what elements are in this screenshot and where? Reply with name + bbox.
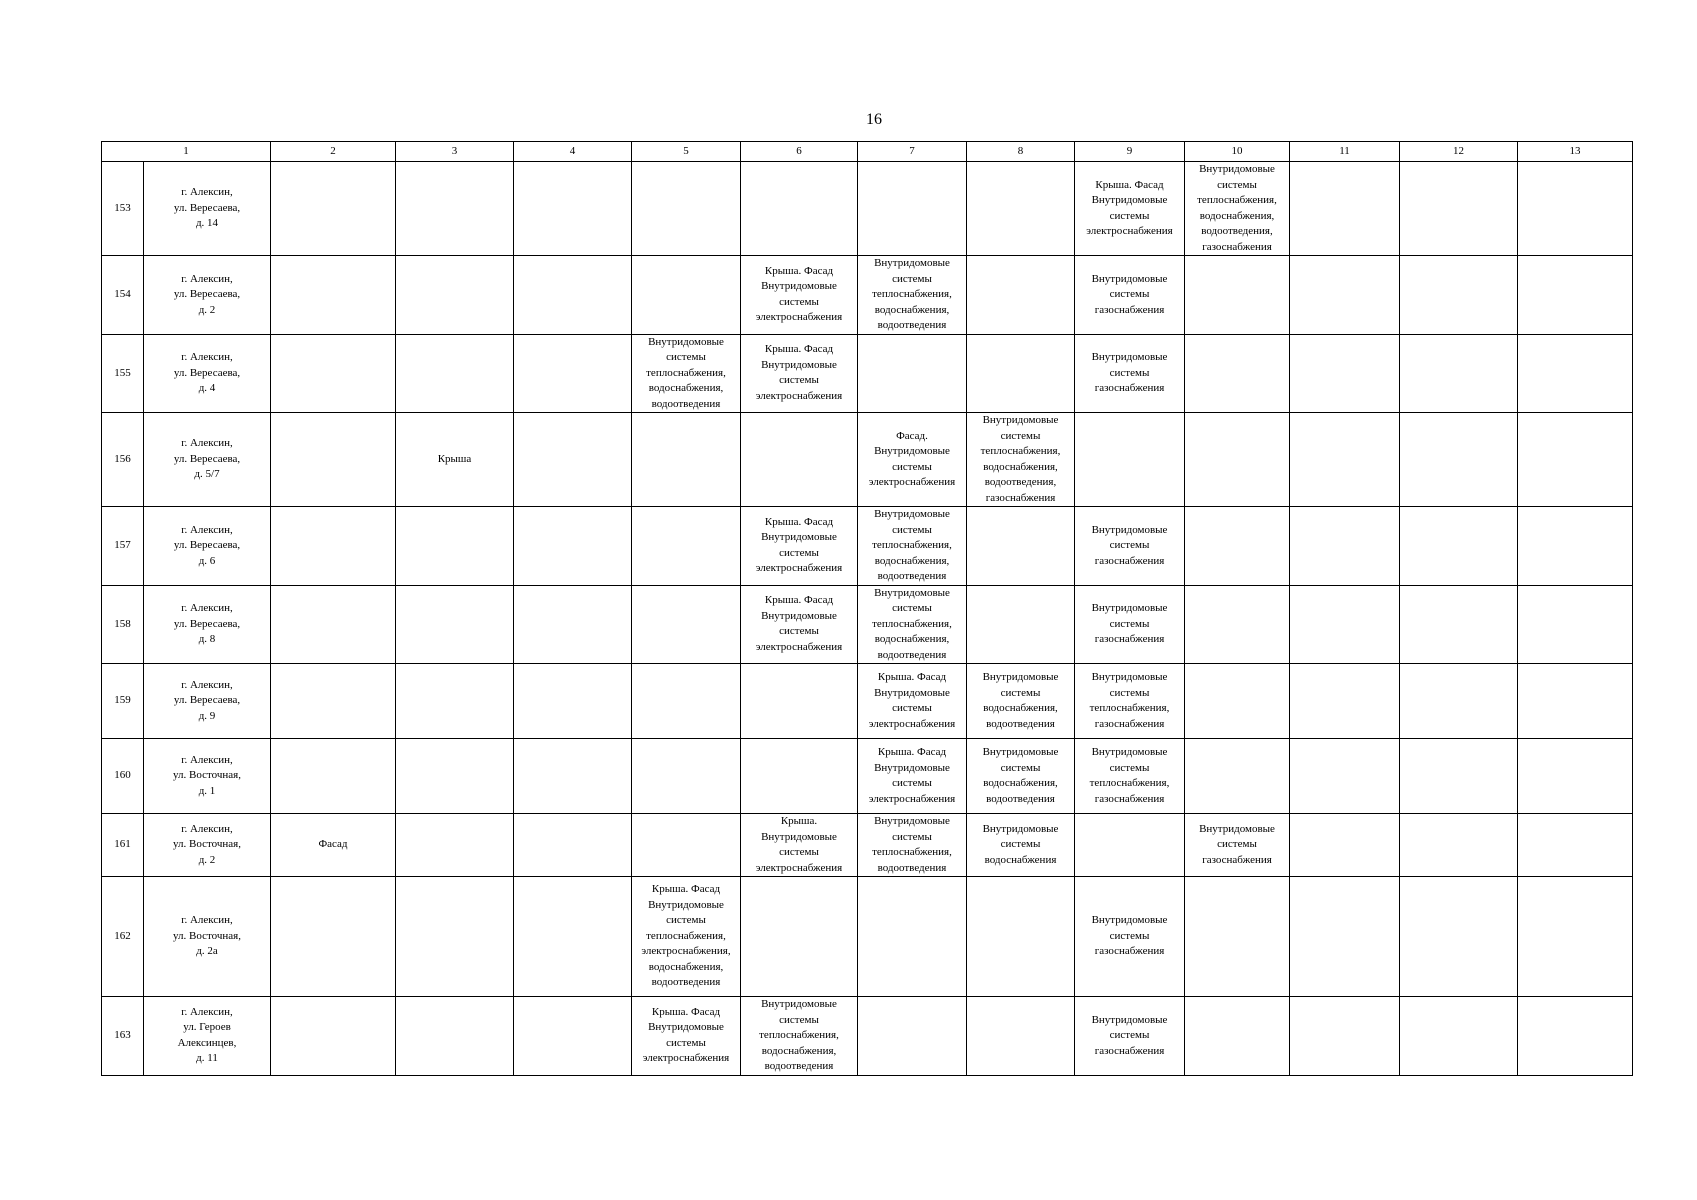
table-cell <box>1185 162 1290 256</box>
table-cell <box>271 334 396 413</box>
table-cell <box>514 814 632 877</box>
cell-text: Крыша. Фасад Внутридомовые системы электроснабжения <box>642 1005 730 1065</box>
header-cell: 9 <box>1075 142 1185 162</box>
table-cell <box>271 162 396 256</box>
table-cell <box>967 664 1075 739</box>
cell-text: Крыша. Фасад Внутридомовые системы электроснабжения <box>755 264 843 324</box>
table-cell <box>271 997 396 1076</box>
cell-text: Крыша. Фасад Внутридомовые системы электроснабжения <box>868 671 956 730</box>
table-cell <box>858 877 967 997</box>
table-cell <box>1185 334 1290 413</box>
address-cell <box>144 413 271 507</box>
cell-text: Внутридомовые системы газоснабжения <box>1091 523 1168 567</box>
row-number: 156 <box>102 413 144 507</box>
address-cell <box>144 664 271 739</box>
header-cell: 10 <box>1185 142 1290 162</box>
header-cell: 2 <box>271 142 396 162</box>
table-cell <box>967 256 1075 335</box>
cell-text: Внутридомовые системы теплоснабжения, газоснабжения <box>1089 746 1170 805</box>
table-cell <box>741 162 858 256</box>
cell-text: Крыша. Фасад Внутридомовые системы электроснабжения <box>1086 178 1173 237</box>
address-text: г. Алексин, ул. Вересаева, д. 8 <box>173 602 241 645</box>
table-row <box>102 162 1633 256</box>
address-text: г. Алексин, ул. Вересаева, д. 5/7 <box>173 437 241 481</box>
table-cell <box>1400 413 1518 507</box>
table-cell <box>1075 256 1185 335</box>
table-cell <box>514 997 632 1076</box>
header-cell: 11 <box>1290 142 1400 162</box>
table-cell <box>396 507 514 586</box>
row-number: 157 <box>102 507 144 586</box>
table-cell <box>967 162 1075 256</box>
table-cell <box>632 664 741 739</box>
address-cell <box>144 507 271 586</box>
table-cell <box>858 997 967 1076</box>
cell-text: Внутридомовые системы теплоснабжения, газоснабжения <box>1089 671 1170 730</box>
table-cell <box>1185 256 1290 335</box>
table-cell <box>1290 739 1400 814</box>
address-cell <box>144 739 271 814</box>
table-cell <box>741 334 858 413</box>
table-cell <box>396 413 514 507</box>
table-cell <box>1518 814 1633 877</box>
cell-text: Внутридомовые системы газоснабжения <box>1091 272 1168 316</box>
address-cell <box>144 334 271 413</box>
cell-text: Внутридомовые системы теплоснабжения, водоотведения <box>872 815 952 874</box>
table-cell <box>1400 585 1518 664</box>
row-number: 162 <box>102 877 144 997</box>
cell-text: Крыша. Фасад Внутридомовые системы теплоснабжения, электроснабжения, водоснабжения, водоотведения <box>641 883 731 989</box>
cell-text: Внутридомовые системы теплоснабжения, водоснабжения, водоотведения <box>759 998 839 1072</box>
row-number: 163 <box>102 997 144 1076</box>
table-cell <box>514 334 632 413</box>
table-row <box>102 664 1633 739</box>
table-cell <box>632 334 741 413</box>
cell-text: Крыша. Фасад Внутридомовые системы электроснабжения <box>755 343 843 402</box>
table-cell <box>967 997 1075 1076</box>
table-cell <box>396 997 514 1076</box>
table-cell <box>858 739 967 814</box>
table-cell <box>1518 256 1633 335</box>
table-cell <box>271 664 396 739</box>
table-cell <box>1185 507 1290 586</box>
table-cell <box>1400 877 1518 997</box>
table-cell <box>1518 739 1633 814</box>
cell-text: Внутридомовые системы теплоснабжения, водоснабжения, водоотведения <box>872 508 952 582</box>
table-cell <box>271 256 396 335</box>
table-cell <box>1400 739 1518 814</box>
table-cell <box>1075 162 1185 256</box>
table-cell <box>1518 162 1633 256</box>
table-cell <box>1185 739 1290 814</box>
table-cell <box>632 507 741 586</box>
header-cell: 4 <box>514 142 632 162</box>
cell-text: Крыша. Фасад Внутридомовые системы электроснабжения <box>755 515 843 575</box>
table-cell <box>967 814 1075 877</box>
row-number: 154 <box>102 256 144 335</box>
table-cell <box>396 664 514 739</box>
address-text: г. Алексин, ул. Восточная, д. 2 <box>173 822 241 866</box>
row-number: 155 <box>102 334 144 413</box>
table-cell <box>741 256 858 335</box>
table-cell <box>741 664 858 739</box>
table-row <box>102 997 1633 1076</box>
header-cell: 3 <box>396 142 514 162</box>
cell-text: Внутридомовые системы водоснабжения <box>982 822 1059 866</box>
table-cell <box>741 507 858 586</box>
table-cell <box>1400 256 1518 335</box>
table-cell <box>514 256 632 335</box>
table-cell <box>632 162 741 256</box>
table-cell <box>1185 413 1290 507</box>
table-cell <box>632 997 741 1076</box>
table-cell <box>858 162 967 256</box>
table-cell <box>271 585 396 664</box>
cell-text: Внутридомовые системы газоснабжения <box>1091 1013 1168 1057</box>
cell-text: Внутридомовые системы теплоснабжения, водоснабжения, водоотведения, газоснабжения <box>980 414 1061 504</box>
table-cell <box>1290 997 1400 1076</box>
table-cell <box>858 256 967 335</box>
table-cell <box>1185 997 1290 1076</box>
table-row <box>102 739 1633 814</box>
table-cell <box>1075 585 1185 664</box>
table-cell <box>514 413 632 507</box>
table-cell <box>1400 334 1518 413</box>
table-cell <box>1400 507 1518 586</box>
table-cell <box>1075 507 1185 586</box>
cell-text: Крыша. Фасад Внутридомовые системы электроснабжения <box>868 746 956 805</box>
address-text: г. Алексин, ул. Вересаева, д. 4 <box>173 351 241 394</box>
table-cell <box>741 585 858 664</box>
header-row <box>102 142 1633 162</box>
table-row <box>102 814 1633 877</box>
table-cell <box>396 739 514 814</box>
table-cell <box>858 664 967 739</box>
table-cell <box>1290 507 1400 586</box>
row-number: 160 <box>102 739 144 814</box>
table-cell <box>1518 507 1633 586</box>
table-cell <box>741 997 858 1076</box>
header-cell: 6 <box>741 142 858 162</box>
table-cell <box>1185 814 1290 877</box>
table-cell <box>632 413 741 507</box>
table-cell <box>396 585 514 664</box>
table-cell <box>1518 997 1633 1076</box>
table-cell <box>1290 162 1400 256</box>
cell-text: Фасад. Внутридомовые системы электроснабжения <box>868 429 956 488</box>
table-cell <box>1075 814 1185 877</box>
address-cell <box>144 585 271 664</box>
table-cell <box>396 814 514 877</box>
table-cell <box>632 256 741 335</box>
table-cell <box>396 334 514 413</box>
row-number: 159 <box>102 664 144 739</box>
table-cell <box>514 877 632 997</box>
address-text: г. Алексин, ул. Вересаева, д. 14 <box>173 186 241 230</box>
table-cell <box>1290 413 1400 507</box>
table-cell <box>1400 814 1518 877</box>
table-cell <box>1075 413 1185 507</box>
address-cell <box>144 997 271 1076</box>
table-cell <box>1518 413 1633 507</box>
row-number: 153 <box>102 162 144 256</box>
cell-text: Крыша. Фасад Внутридомовые системы электроснабжения <box>755 594 843 653</box>
table-cell <box>1185 664 1290 739</box>
table-cell <box>967 507 1075 586</box>
table-cell <box>514 507 632 586</box>
table-cell <box>741 814 858 877</box>
table-cell <box>1518 585 1633 664</box>
table-cell <box>1185 877 1290 997</box>
address-cell <box>144 162 271 256</box>
page-number: 16 <box>866 111 882 128</box>
table-cell <box>967 585 1075 664</box>
table-cell <box>1290 585 1400 664</box>
table-row <box>102 507 1633 586</box>
table-cell <box>632 585 741 664</box>
table-row <box>102 334 1633 413</box>
table-cell <box>271 507 396 586</box>
table-cell <box>1518 877 1633 997</box>
table-cell <box>271 877 396 997</box>
address-text: г. Алексин, ул. Восточная, д. 2а <box>173 914 241 958</box>
address-text: г. Алексин, ул. Восточная, д. 1 <box>173 753 241 797</box>
table-cell <box>632 739 741 814</box>
address-text: г. Алексин, ул. Героев Алексинцев, д. 11 <box>177 1005 237 1065</box>
address-cell <box>144 877 271 997</box>
table-cell <box>514 664 632 739</box>
address-cell <box>144 814 271 877</box>
table-cell <box>271 739 396 814</box>
header-cell: 12 <box>1400 142 1518 162</box>
table-row <box>102 413 1633 507</box>
table-cell <box>1185 585 1290 664</box>
table-cell <box>1075 664 1185 739</box>
header-cell: 13 <box>1518 142 1633 162</box>
table-cell <box>514 162 632 256</box>
table-cell <box>1400 997 1518 1076</box>
table-cell <box>741 877 858 997</box>
row-number: 161 <box>102 814 144 877</box>
table-cell <box>1518 334 1633 413</box>
table-cell <box>396 162 514 256</box>
header-cell: 7 <box>858 142 967 162</box>
cell-text: Внутридомовые системы газоснабжения <box>1199 822 1275 866</box>
header-cell: 5 <box>632 142 741 162</box>
table-cell <box>396 877 514 997</box>
table-cell <box>858 507 967 586</box>
table-cell <box>1075 334 1185 413</box>
table-cell <box>967 413 1075 507</box>
table-cell <box>858 334 967 413</box>
address-text: г. Алексин, ул. Вересаева, д. 2 <box>173 272 241 316</box>
table-cell <box>967 334 1075 413</box>
cell-text: Внутридомовые системы водоснабжения, водоотведения <box>982 671 1059 730</box>
cell-text: Внутридомовые системы теплоснабжения, водоснабжения, водоотведения <box>872 586 952 661</box>
table-cell <box>632 814 741 877</box>
cell-text: Внутридомовые системы теплоснабжения, водоснабжения, водоотведения <box>646 335 726 410</box>
cell-text: Внутридомовые системы теплоснабжения, водоснабжения, водоотведения, газоснабжения <box>1197 163 1277 253</box>
table-cell <box>967 739 1075 814</box>
cell-text: Внутридомовые системы газоснабжения <box>1091 602 1168 645</box>
schedule-table <box>101 141 1633 1076</box>
table-cell <box>858 814 967 877</box>
table-cell <box>1290 664 1400 739</box>
table-cell <box>1290 334 1400 413</box>
cell-text: Внутридомовые системы газоснабжения <box>1091 914 1168 958</box>
header-cell: 8 <box>967 142 1075 162</box>
table-cell <box>967 877 1075 997</box>
table-cell <box>1075 877 1185 997</box>
table-cell <box>1075 739 1185 814</box>
cell-text: Крыша. Внутридомовые системы электроснабжения <box>755 815 843 874</box>
cell-text: Внутридомовые системы теплоснабжения, водоснабжения, водоотведения <box>872 257 952 331</box>
table-cell <box>1290 256 1400 335</box>
table-cell <box>858 413 967 507</box>
row-number: 158 <box>102 585 144 664</box>
table-cell <box>1400 664 1518 739</box>
cell-text: Фасад <box>318 838 348 851</box>
cell-text: Крыша <box>437 452 472 465</box>
table-cell <box>271 814 396 877</box>
table-cell <box>271 413 396 507</box>
cell-text: Внутридомовые системы газоснабжения <box>1091 351 1168 394</box>
address-text: г. Алексин, ул. Вересаева, д. 6 <box>173 523 241 567</box>
table-body <box>102 162 1633 1076</box>
table-row <box>102 877 1633 997</box>
address-text: г. Алексин, ул. Вересаева, д. 9 <box>173 678 241 722</box>
table-cell <box>1075 997 1185 1076</box>
table-cell <box>1290 877 1400 997</box>
table-cell <box>1290 814 1400 877</box>
table-cell <box>396 256 514 335</box>
table-row <box>102 585 1633 664</box>
table-cell <box>741 739 858 814</box>
header-cell: 1 <box>102 142 271 162</box>
table-cell <box>632 877 741 997</box>
table-row <box>102 256 1633 335</box>
table-cell <box>1518 664 1633 739</box>
table-cell <box>514 585 632 664</box>
table-cell <box>741 413 858 507</box>
table-cell <box>1400 162 1518 256</box>
table-cell <box>858 585 967 664</box>
address-cell <box>144 256 271 335</box>
cell-text: Внутридомовые системы водоснабжения, водоотведения <box>982 746 1059 805</box>
table-cell <box>514 739 632 814</box>
